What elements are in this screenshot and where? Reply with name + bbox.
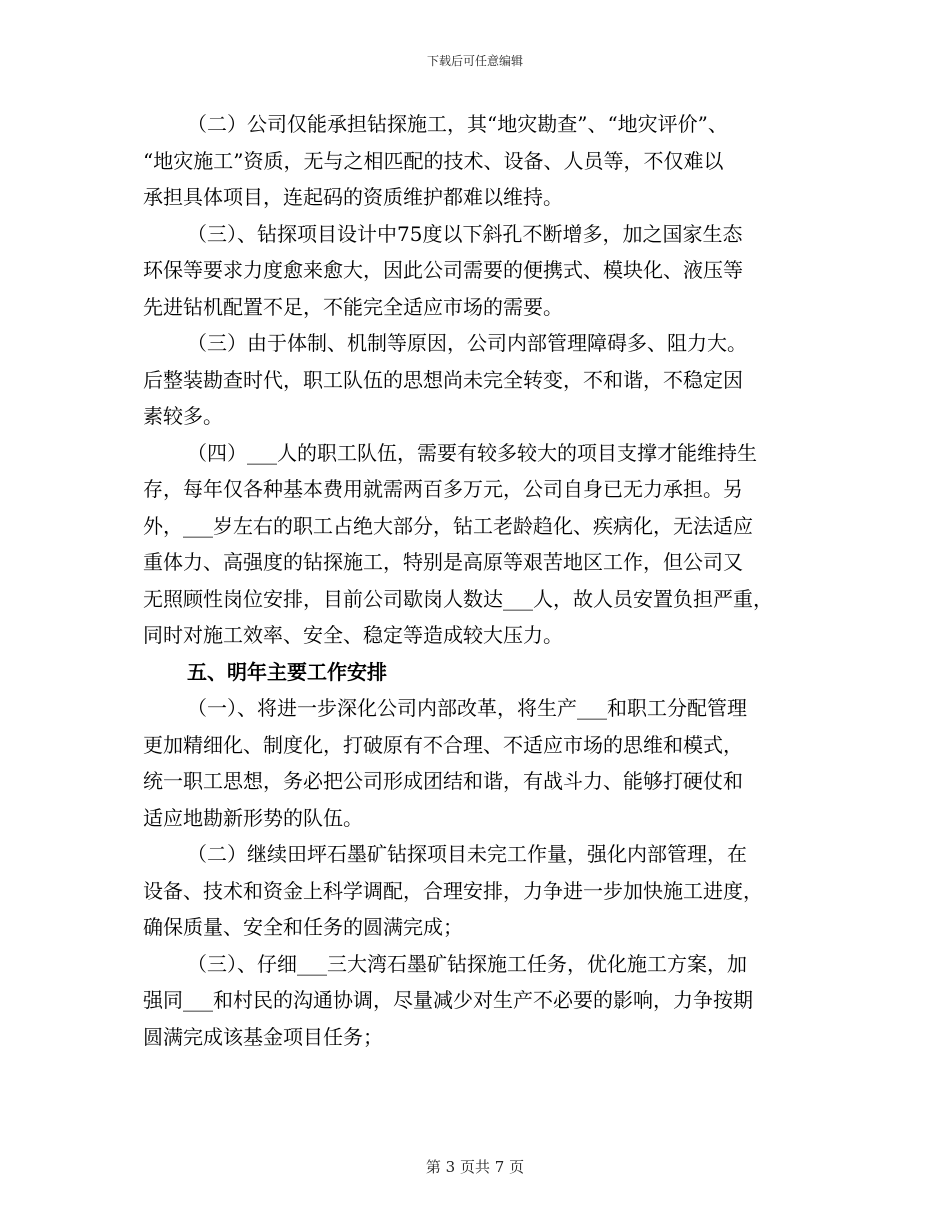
paragraph-workforce [143,435,811,654]
text-line: “地灾施工”资质，无与之相匹配的技术、设备、人员等，不仅难以 [143,148,724,173]
text-line: （一）、将进一步深化公司内部改革，将生产___和职工分配管理 [187,696,747,720]
text-line: 存，每年仅各种基本费用就需两百多万元，公司自身已无力承担。另 [143,477,743,501]
text-line: （二）继续田坪石墨矿钻探项目未完工作量，强化内部管理，在 [187,842,747,866]
text-line: （三）、仔细___三大湾石墨矿钻探施工任务，优化施工方案，加 [187,951,747,976]
text-line: 环保等要求力度愈来愈大，因此公司需要的便携式、模块化、液压等 [143,258,743,282]
page-header-note: 下载后可任意编辑 [426,54,523,68]
text-line: 圆满完成该基金项目任务； [143,1024,383,1049]
paragraph-plan-sandawan [143,946,811,1056]
text-line: 强同___和村民的沟通协调，尽量减少对生产不必要的影响，力争按期 [143,988,753,1012]
document-body [143,106,811,1055]
text-line: 无照顾性岗位安排，目前公司歇岗人数达___人，故人员安置负担严重， [143,586,773,611]
page-number: 第 3 页共 7 页 [425,1158,525,1176]
text-line: 同时对施工效率、安全、稳定等造成较大压力。 [143,623,563,647]
text-line: （四）___人的职工队伍，需要有较多较大的项目支撑才能维持生 [187,440,757,465]
text-line: 适应地勘新形势的队伍。 [143,805,363,830]
text-line: 设备、技术和资金上科学调配，合理安排，力争进一步加快施工进度， [143,878,763,903]
paragraph-plan-reform [143,690,811,836]
text-line: 后整装勘查时代，职工队伍的思想尚未完全转变，不和谐，不稳定因 [143,367,743,392]
text-line: （二）公司仅能承担钻探施工，其“地灾勘查”、“地灾评价”、 [187,112,728,136]
paragraph-management [143,325,811,435]
section-heading: 五、明年主要工作安排 [187,659,387,684]
text-line: 更加精细化、制度化，打破原有不合理、不适应市场的思维和模式， [143,732,743,757]
paragraph-qualification [143,106,811,216]
text-line: 统一职工思想，务必把公司形成团结和谐，有战斗力、能够打硬仗和 [143,769,743,793]
paragraph-equipment [143,216,811,326]
text-line: （三）、钻探项目设计中75度以下斜孔不断增多，加之国家生态 [187,221,743,246]
paragraph-plan-tianping [143,836,811,946]
text-line: 重体力、高强度的钻探施工，特别是高原等艰苦地区工作，但公司又 [143,550,743,574]
text-line: 承担具体项目，连起码的资质维护都难以维持。 [143,185,563,209]
text-line: 确保质量、安全和任务的圆满完成； [143,915,463,939]
text-line: 先进钻机配置不足，不能完全适应市场的需要。 [143,294,563,319]
text-line: 外，___岁左右的职工占绝大部分，钻工老龄趋化、疾病化，无法适应 [143,513,753,538]
text-line: （三）由于体制、机制等原因，公司内部管理障碍多、阻力大。 [187,331,747,355]
text-line: 素较多。 [143,404,223,428]
